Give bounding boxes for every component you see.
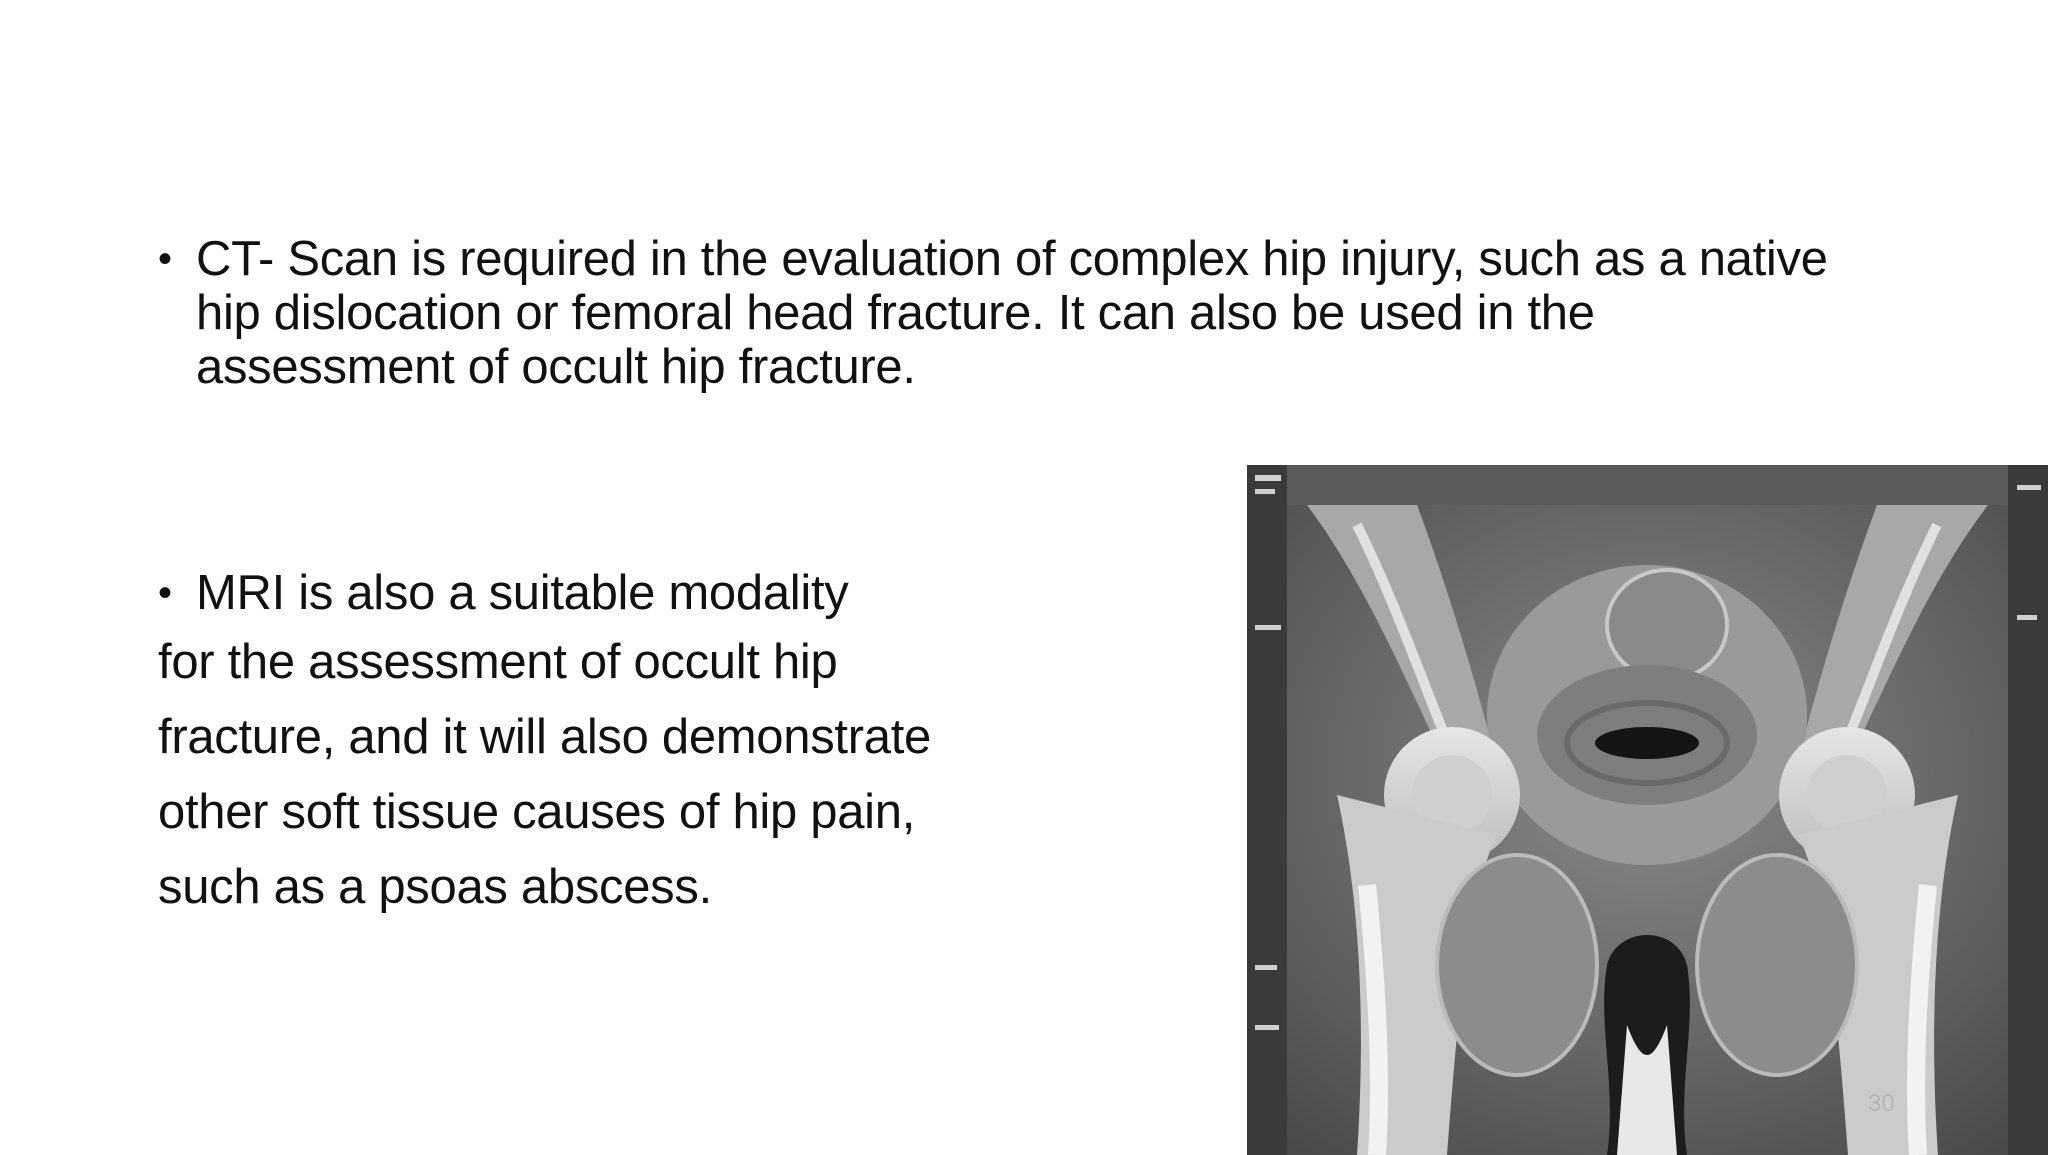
bullet-text-line: fracture, and it will also demonstrate [158,710,931,764]
bullet-continuation [158,286,1938,394]
mri-pelvis-image [1247,465,2048,1155]
bullet-dot: • [158,237,172,281]
bullet-line [158,561,1158,625]
bullet-line [158,232,1938,286]
bullet-text-line: assessment of occult hip fracture. [196,340,916,394]
bullet-text-line: MRI is also a suitable modality [196,566,849,620]
page-number: 30 [1868,1090,1895,1117]
mri-pelvis-graphic [1247,465,2048,1155]
bullet-dot: • [158,571,172,615]
bullet-text-line: such as a psoas abscess. [158,860,712,914]
bullet-text-line: hip dislocation or femoral head fracture. It can also be used in the [196,286,1595,340]
bullet-text-line: other soft tissue causes of hip pain, [158,785,916,839]
bullet-text-line: for the assessment of occult hip [158,635,838,689]
bullet-ct-scan [158,232,1938,394]
bullet-text-line: CT- Scan is required in the evaluation of complex hip injury, such as a native [196,232,1828,286]
bullet-mri [158,561,1158,925]
